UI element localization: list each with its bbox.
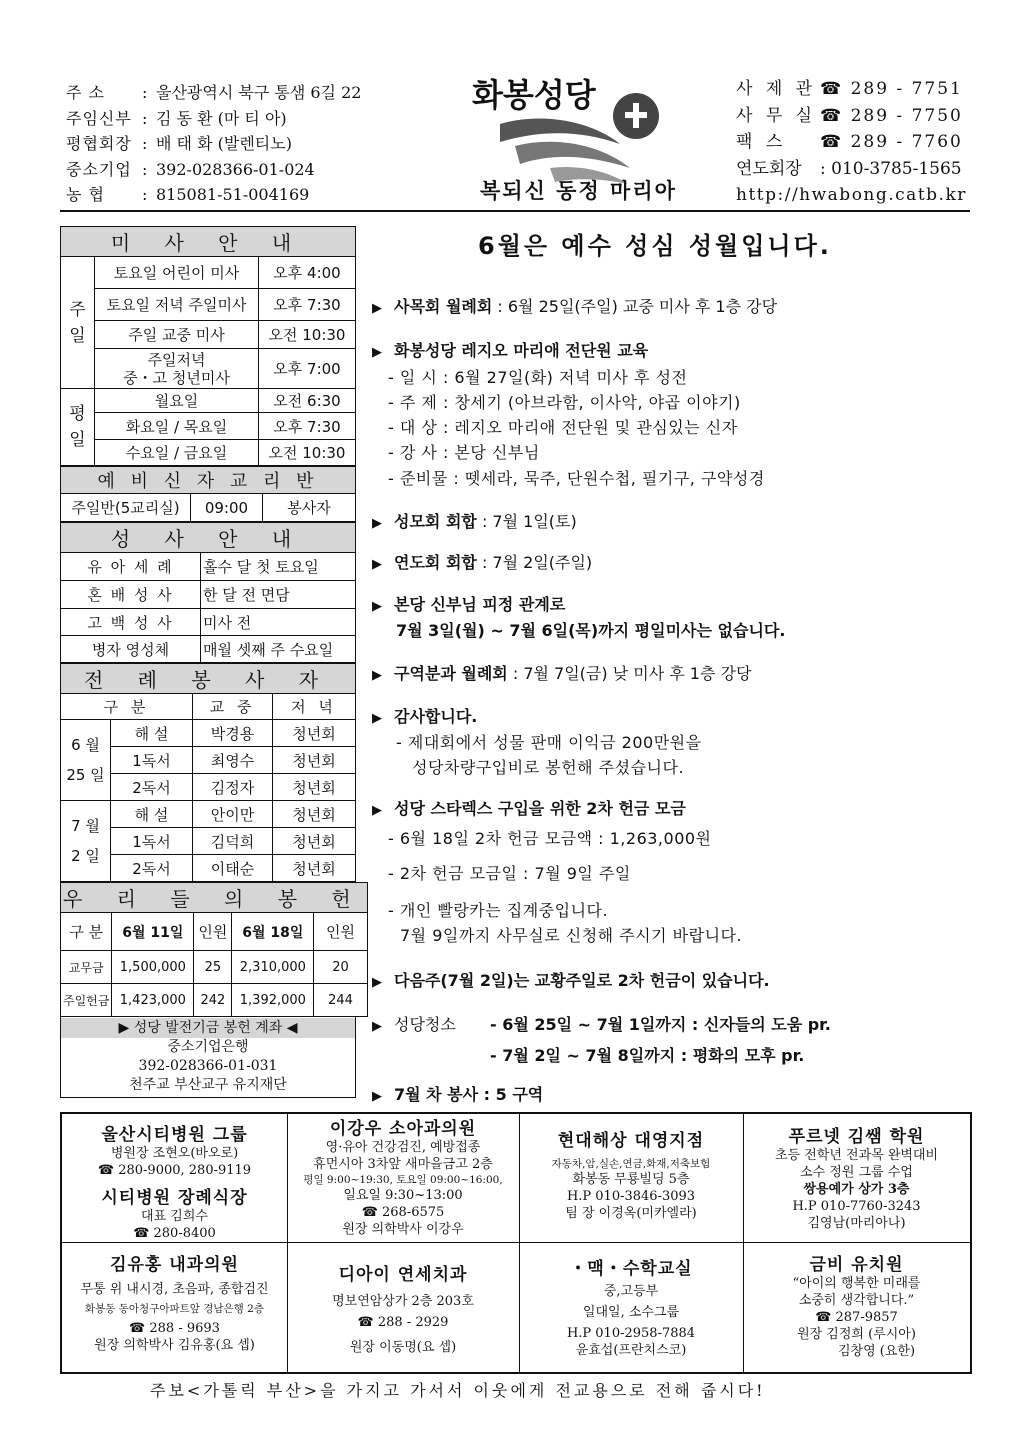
fund-bank: 중소기업은행 bbox=[167, 1039, 249, 1055]
notice-detail: - 개인 빨랑카는 집계중입니다. bbox=[388, 901, 609, 920]
liturgy-role: 2독서 bbox=[111, 855, 193, 882]
header-info-right bbox=[736, 76, 986, 209]
arrow-icon: ▶ bbox=[372, 1019, 382, 1034]
ad-internal-medicine: 김유홍 내과의원 무통 위 내시경, 초음파, 종합검진 화봉동 동아청구아파트앞 경남은행 2층 ☎ 288 - 9693 원장 의학박사 김유홍(요 셉) bbox=[80, 1255, 269, 1353]
sacrament-name: 유 아 세 례 bbox=[61, 553, 201, 581]
liturgy-date: 6 월 25 일 bbox=[61, 720, 111, 801]
notice-detail: - 7월 2일 ~ 7월 8일까지 : 평화의 모후 pr. bbox=[490, 1046, 805, 1065]
mass-name: 월요일 bbox=[95, 389, 259, 413]
offering-header: 6월 11일 bbox=[112, 913, 194, 951]
ad-academy: 푸르넷 김쌤 학원 초등 전학년 전과목 완벽대비 소수 정원 그룹 수업 쌍용예가 상가 3층 H.P 010-7760-3243 김영남(마리아나) bbox=[774, 1127, 939, 1231]
mass-time: 오전 10:30 bbox=[259, 321, 356, 349]
liturgy-role: 1독서 bbox=[111, 828, 193, 855]
catechumen-volunteer: 봉사자 bbox=[263, 494, 356, 522]
offering-header: 6월 18일 bbox=[232, 913, 314, 951]
notice-item: ▶ 화봉성당 레지오 마리애 전단원 교육 bbox=[372, 341, 649, 360]
mass-time: 오후 7:30 bbox=[259, 289, 356, 321]
notice-item-cont: 7월 3일(월) ~ 7월 6일(목)까지 평일미사는 없습니다. bbox=[396, 621, 786, 640]
ad-insurance: 현대해상 대영지점 자동차,암,실손,연금,화재,저축보험 화봉동 무룡빌딩 5층 H.P 010-3846-3093 팀 장 이경옥(미카엘라) bbox=[551, 1131, 711, 1221]
offering-header: 인원 bbox=[314, 913, 367, 951]
liturgy-person: 안이만 bbox=[193, 801, 273, 828]
notice-detail: 성당차량구입비로 봉헌해 주셨습니다. bbox=[412, 758, 685, 777]
notice-detail: - 강 사 : 본당 신부님 bbox=[388, 443, 540, 462]
sacrament-when: 한 달 전 면담 bbox=[201, 581, 356, 609]
liturgy-person: 최영수 bbox=[193, 747, 273, 774]
website-url[interactable]: http://hwabong.catb.kr bbox=[736, 185, 967, 205]
notice-detail: - 일 시 : 6월 27일(화) 저녁 미사 후 성전 bbox=[388, 368, 688, 387]
notice-detail: - 대 상 : 레지오 마리애 전단원 및 관심있는 신자 bbox=[388, 418, 738, 437]
ads-box bbox=[60, 1112, 972, 1374]
offering-amount: 2,310,000 bbox=[232, 951, 314, 984]
footer-message: 주보<가톨릭 부산>을 가지고 가서서 이웃에게 전교용으로 전해 줍시다! bbox=[150, 1381, 766, 1400]
sacrament-name: 고 백 성 사 bbox=[61, 609, 201, 636]
requiem-phone: 연도회장 : 010-3785-1565 bbox=[736, 158, 962, 179]
logo-text: 화봉성당 bbox=[472, 76, 596, 114]
mass-title: 미 사 안 내 bbox=[61, 227, 356, 257]
ad-math: ・맥・수학교실 중,고등부 일대일, 소수그룹 H.P 010-2958-7884 윤효섭(프란치스코) bbox=[566, 1259, 696, 1358]
development-fund-box bbox=[60, 1017, 356, 1098]
bank1-row: 중소기업 : 392-028366-01-024 bbox=[66, 159, 315, 179]
liturgy-person: 청년회 bbox=[273, 747, 356, 774]
council-row: 평협회장 : 배 태 화 (발렌티노) bbox=[66, 134, 292, 153]
header-divider bbox=[60, 210, 970, 212]
arrow-icon: ▶ bbox=[372, 301, 382, 316]
fax-phone: 팩 스 ☎ 289 - 7760 bbox=[736, 132, 963, 152]
mass-time: 오후 7:30 bbox=[259, 413, 356, 440]
logo-graphic bbox=[460, 72, 700, 208]
liturgy-title: 전 례 봉 사 자 bbox=[61, 664, 356, 694]
mass-time: 오전 6:30 bbox=[259, 389, 356, 413]
liturgy-table bbox=[60, 663, 356, 882]
liturgy-person: 청년회 bbox=[273, 855, 356, 882]
offering-table bbox=[60, 882, 368, 1017]
liturgy-person: 청년회 bbox=[273, 720, 356, 747]
notice-detail: - 2차 헌금 모금일 : 7월 9일 주일 bbox=[388, 864, 631, 883]
offering-count: 242 bbox=[194, 984, 232, 1017]
arrow-icon: ▶ bbox=[372, 668, 382, 683]
offering-amount: 1,423,000 bbox=[112, 984, 194, 1017]
office-phone: 사 무 실 ☎ 289 - 7750 bbox=[736, 105, 963, 126]
offering-amount: 1,500,000 bbox=[112, 951, 194, 984]
catechumen-title: 예 비 신 자 교 리 반 bbox=[61, 467, 356, 494]
fund-account: 392-028366-01-031 bbox=[138, 1058, 278, 1074]
notice-item: ▶ 사목회 월례회 : 6월 25일(주일) 교중 미사 후 1층 강당 bbox=[372, 297, 778, 316]
notice-item: ▶ 성모회 회합 : 7월 1일(토) bbox=[372, 512, 577, 531]
liturgy-person: 청년회 bbox=[273, 801, 356, 828]
notice-item: ▶ 감사합니다. bbox=[372, 707, 478, 726]
offering-count: 25 bbox=[194, 951, 232, 984]
arrow-icon: ▶ bbox=[372, 803, 382, 818]
notice-detail: 7월 9일까지 사무실로 신청해 주시기 바랍니다. bbox=[400, 926, 743, 945]
mass-name: 주일저녁 중・고 청년미사 bbox=[95, 349, 259, 389]
liturgy-role: 해 설 bbox=[111, 720, 193, 747]
mass-name: 토요일 저녁 주일미사 bbox=[95, 289, 259, 321]
liturgy-date: 7 월 2 일 bbox=[61, 801, 111, 882]
sunday-label: 주 일 bbox=[61, 257, 95, 389]
pastor-row: 주임신부 : 김 동 환 (마 티 아) bbox=[66, 108, 287, 128]
mass-time: 오후 7:00 bbox=[259, 349, 356, 389]
catechumen-time: 09:00 bbox=[191, 494, 263, 522]
sacrament-name: 혼 배 성 사 bbox=[61, 581, 201, 609]
notice-item: ▶ 성당 스타렉스 구입을 위한 2차 헌금 모금 bbox=[372, 799, 686, 818]
liturgy-role: 1독서 bbox=[111, 747, 193, 774]
mass-name: 토요일 어린이 미사 bbox=[95, 257, 259, 289]
arrow-icon: ▶ bbox=[372, 1089, 382, 1104]
liturgy-role: 2독서 bbox=[111, 774, 193, 801]
liturgy-header: 저 녁 bbox=[273, 694, 356, 720]
mass-name: 수요일 / 금요일 bbox=[95, 440, 259, 466]
notice-item: ▶ 성당청소 bbox=[372, 1015, 456, 1034]
liturgy-header: 구 분 bbox=[61, 694, 193, 720]
sacrament-when: 홀수 달 첫 토요일 bbox=[201, 553, 356, 581]
ad-kindergarten: 금비 유치원 “아이의 행복한 미래를 소중히 생각합니다.” ☎ 287-9857 원장 김정희 (루시아) 김창영 (요한) bbox=[792, 1255, 921, 1359]
ad-city-hospital: 울산시티병원 그룹 병원장 조현오(바오로) ☎ 280-9000, 280-9119 시티병원 장례식장 대표 김희수 ☎ 280-8400 bbox=[97, 1125, 252, 1241]
sacrament-when: 매월 셋째 주 수요일 bbox=[201, 636, 356, 663]
bank2-row: 농 협 : 815081-51-004169 bbox=[66, 185, 310, 204]
offering-count: 244 bbox=[314, 984, 367, 1017]
ad-dental: 디아이 연세치과 명보연암상가 2층 203호 ☎ 288 - 2929 원장 이동명(요 셉) bbox=[332, 1265, 474, 1355]
mass-time: 오후 4:00 bbox=[259, 257, 356, 289]
catechumen-table bbox=[60, 466, 356, 522]
notice-item: ▶ 구역분과 월례회 : 7월 7일(금) 낮 미사 후 1층 강당 bbox=[372, 664, 752, 683]
arrow-icon: ▶ bbox=[372, 345, 382, 360]
notice-detail: - 6월 25일 ~ 7월 1일까지 : 신자들의 도움 pr. bbox=[490, 1015, 831, 1034]
parish-logo bbox=[460, 72, 700, 208]
arrow-icon: ▶ bbox=[372, 975, 382, 990]
liturgy-role: 해 설 bbox=[111, 801, 193, 828]
notice-item: ▶ 7월 차 봉사 : 5 구역 bbox=[372, 1085, 544, 1104]
liturgy-header: 교 중 bbox=[193, 694, 273, 720]
sacrament-table bbox=[60, 522, 356, 663]
offering-type: 교무금 bbox=[61, 951, 112, 984]
header-info-left bbox=[66, 80, 396, 208]
sacrament-name: 병자 영성체 bbox=[61, 636, 201, 663]
address-row: 주 소 : 울산광역시 북구 통샘 6길 22 bbox=[66, 83, 362, 102]
notice-item: ▶ 본당 신부님 피정 관계로 bbox=[372, 595, 566, 614]
notice-item: ▶ 연도회 회합 : 7월 2일(주일) bbox=[372, 553, 593, 572]
liturgy-person: 김정자 bbox=[193, 774, 273, 801]
mass-schedule-table bbox=[60, 226, 356, 466]
notice-detail: - 6월 18일 2차 헌금 모금액 : 1,263,000원 bbox=[388, 829, 712, 848]
fund-holder: 천주교 부산교구 유지재단 bbox=[129, 1077, 287, 1093]
notice-detail: - 주 제 : 창세기 (아브라함, 이사악, 야곱 이야기) bbox=[388, 393, 741, 412]
mass-name: 주일 교중 미사 bbox=[95, 321, 259, 349]
liturgy-person: 이태순 bbox=[193, 855, 273, 882]
offering-title: 우 리 들 의 봉 헌 bbox=[61, 883, 368, 913]
page-headline: 6월은 예수 성심 성월입니다. bbox=[478, 232, 832, 260]
sacrament-title: 성 사 안 내 bbox=[61, 523, 356, 553]
offering-header: 구 분 bbox=[61, 913, 112, 951]
liturgy-person: 청년회 bbox=[273, 828, 356, 855]
logo-motto: 복되신 동정 마리아 bbox=[480, 178, 677, 203]
notice-detail: - 제대회에서 성물 판매 이익금 200만원을 bbox=[396, 733, 702, 752]
catechumen-class: 주일반(5교리실) bbox=[61, 494, 191, 522]
offering-amount: 1,392,000 bbox=[232, 984, 314, 1017]
notice-detail: - 준비물 : 뗏세라, 묵주, 단원수첩, 필기구, 구약성경 bbox=[388, 469, 765, 488]
mass-name: 화요일 / 목요일 bbox=[95, 413, 259, 440]
weekday-label: 평 일 bbox=[61, 389, 95, 466]
left-column bbox=[60, 226, 365, 1098]
arrow-icon: ▶ bbox=[372, 599, 382, 614]
offering-count: 20 bbox=[314, 951, 367, 984]
sacrament-when: 미사 전 bbox=[201, 609, 356, 636]
offering-type: 주일헌금 bbox=[61, 984, 112, 1017]
arrow-icon: ▶ bbox=[372, 557, 382, 572]
mass-time: 오전 10:30 bbox=[259, 440, 356, 466]
liturgy-person: 청년회 bbox=[273, 774, 356, 801]
offering-header: 인원 bbox=[194, 913, 232, 951]
arrow-icon: ▶ bbox=[372, 711, 382, 726]
rectory-phone: 사 제 관 ☎ 289 - 7751 bbox=[736, 79, 963, 99]
fund-title: ▶ 성당 발전기금 봉헌 계좌 ◀ bbox=[61, 1018, 355, 1038]
arrow-icon: ▶ bbox=[372, 516, 382, 531]
liturgy-person: 박경용 bbox=[193, 720, 273, 747]
notice-item: ▶ 다음주(7월 2일)는 교황주일로 2차 헌금이 있습니다. bbox=[372, 971, 770, 990]
ad-pediatrics: 이강우 소아과의원 영·유아 건강검진, 예방접종 휴먼시아 3차앞 새마을금고 2층 평일 9:00~19:30, 토요일 09:00~16:00, 일요일 9:30~13:00 ☎ 268-6575 원장 의학박사 이강우 bbox=[303, 1119, 503, 1237]
liturgy-person: 김덕희 bbox=[193, 828, 273, 855]
